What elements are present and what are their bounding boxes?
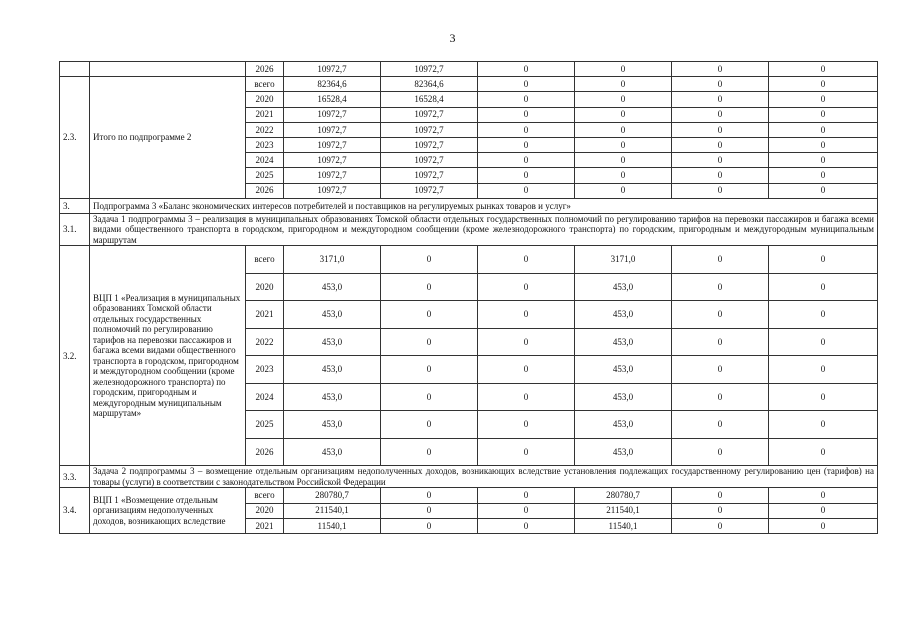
value-cell: 10972,7 bbox=[381, 168, 478, 183]
value-cell: 0 bbox=[769, 518, 878, 533]
row-name: Итого по подпрограмме 2 bbox=[90, 77, 246, 199]
value-cell: 0 bbox=[478, 153, 575, 168]
value-cell: 453,0 bbox=[575, 411, 672, 439]
value-cell: 0 bbox=[672, 122, 769, 137]
value-cell: 0 bbox=[769, 488, 878, 503]
year-cell: 2020 bbox=[246, 503, 284, 518]
value-cell: 0 bbox=[672, 383, 769, 411]
value-cell: 0 bbox=[478, 301, 575, 329]
value-cell: 453,0 bbox=[575, 301, 672, 329]
value-cell: 0 bbox=[672, 153, 769, 168]
value-cell: 0 bbox=[575, 62, 672, 77]
year-cell: 2024 bbox=[246, 383, 284, 411]
value-cell: 10972,7 bbox=[381, 107, 478, 122]
value-cell: 0 bbox=[672, 107, 769, 122]
value-cell: 453,0 bbox=[575, 328, 672, 356]
value-cell: 0 bbox=[769, 503, 878, 518]
value-cell: 0 bbox=[672, 488, 769, 503]
value-cell: 0 bbox=[672, 328, 769, 356]
section-index: 3.1. bbox=[60, 213, 90, 246]
value-cell: 453,0 bbox=[284, 301, 381, 329]
value-cell: 453,0 bbox=[284, 273, 381, 301]
value-cell: 0 bbox=[478, 356, 575, 384]
section-text: Подпрограмма 3 «Баланс экономических интересов потребителей и поставщиков на регулируемых рынках товаров и услуг» bbox=[90, 198, 878, 213]
value-cell: 0 bbox=[769, 383, 878, 411]
value-cell: 0 bbox=[769, 183, 878, 198]
section-index: 3. bbox=[60, 198, 90, 213]
value-cell: 0 bbox=[672, 246, 769, 274]
value-cell: 0 bbox=[769, 122, 878, 137]
value-cell: 10972,7 bbox=[284, 107, 381, 122]
value-cell: 10972,7 bbox=[381, 62, 478, 77]
value-cell: 211540,1 bbox=[575, 503, 672, 518]
value-cell: 280780,7 bbox=[575, 488, 672, 503]
value-cell: 0 bbox=[478, 122, 575, 137]
table-row bbox=[60, 62, 878, 77]
value-cell: 0 bbox=[478, 137, 575, 152]
value-cell: 0 bbox=[478, 107, 575, 122]
year-cell: 2025 bbox=[246, 168, 284, 183]
section-row bbox=[60, 198, 878, 213]
value-cell: 453,0 bbox=[575, 383, 672, 411]
value-cell: 453,0 bbox=[575, 438, 672, 466]
value-cell: 0 bbox=[381, 273, 478, 301]
value-cell: 0 bbox=[381, 518, 478, 533]
year-cell: 2026 bbox=[246, 62, 284, 77]
value-cell: 0 bbox=[575, 153, 672, 168]
value-cell: 0 bbox=[381, 356, 478, 384]
value-cell: 0 bbox=[478, 503, 575, 518]
value-cell: 0 bbox=[672, 411, 769, 439]
budget-table bbox=[59, 61, 878, 534]
value-cell: 453,0 bbox=[284, 411, 381, 439]
value-cell: 0 bbox=[769, 168, 878, 183]
value-cell: 0 bbox=[575, 183, 672, 198]
value-cell: 0 bbox=[672, 77, 769, 92]
table-row bbox=[60, 246, 878, 274]
value-cell: 0 bbox=[672, 356, 769, 384]
value-cell: 0 bbox=[381, 246, 478, 274]
value-cell: 0 bbox=[672, 62, 769, 77]
value-cell: 11540,1 bbox=[575, 518, 672, 533]
value-cell: 453,0 bbox=[284, 356, 381, 384]
value-cell: 82364,6 bbox=[284, 77, 381, 92]
section-row bbox=[60, 466, 878, 488]
year-cell: 2022 bbox=[246, 328, 284, 356]
value-cell: 0 bbox=[478, 328, 575, 356]
year-cell: 2025 bbox=[246, 411, 284, 439]
value-cell: 0 bbox=[381, 328, 478, 356]
value-cell: 0 bbox=[381, 411, 478, 439]
value-cell: 0 bbox=[478, 92, 575, 107]
value-cell: 0 bbox=[769, 301, 878, 329]
value-cell: 453,0 bbox=[284, 438, 381, 466]
value-cell: 3171,0 bbox=[575, 246, 672, 274]
year-cell: всего bbox=[246, 488, 284, 503]
year-cell: 2022 bbox=[246, 122, 284, 137]
value-cell: 0 bbox=[575, 122, 672, 137]
value-cell: 0 bbox=[769, 328, 878, 356]
value-cell: 0 bbox=[672, 518, 769, 533]
value-cell: 0 bbox=[672, 438, 769, 466]
value-cell: 0 bbox=[769, 438, 878, 466]
value-cell: 0 bbox=[769, 77, 878, 92]
year-cell: 2023 bbox=[246, 356, 284, 384]
value-cell: 0 bbox=[672, 92, 769, 107]
year-cell: всего bbox=[246, 77, 284, 92]
section-text: Задача 2 подпрограммы 3 – возмещение отдельным организациям недополученных доходов, возникающих вследствие установления подлежащих государственному регулированию цен (тарифов) на товары (услуги) в соответствии с законодательством Российской Федерации bbox=[90, 466, 878, 488]
value-cell: 0 bbox=[478, 518, 575, 533]
section-index: 3.3. bbox=[60, 466, 90, 488]
value-cell: 0 bbox=[575, 77, 672, 92]
value-cell: 280780,7 bbox=[284, 488, 381, 503]
value-cell: 0 bbox=[478, 488, 575, 503]
year-cell: 2020 bbox=[246, 273, 284, 301]
value-cell: 0 bbox=[478, 438, 575, 466]
value-cell: 0 bbox=[769, 273, 878, 301]
value-cell: 0 bbox=[672, 183, 769, 198]
value-cell: 0 bbox=[672, 273, 769, 301]
value-cell: 0 bbox=[769, 356, 878, 384]
row-index bbox=[60, 62, 90, 77]
value-cell: 0 bbox=[769, 137, 878, 152]
value-cell: 16528,4 bbox=[284, 92, 381, 107]
table-row bbox=[60, 77, 878, 92]
value-cell: 0 bbox=[478, 383, 575, 411]
value-cell: 0 bbox=[769, 246, 878, 274]
row-index: 3.2. bbox=[60, 246, 90, 466]
value-cell: 453,0 bbox=[284, 328, 381, 356]
value-cell: 0 bbox=[478, 168, 575, 183]
value-cell: 0 bbox=[381, 301, 478, 329]
page-number: 3 bbox=[449, 31, 456, 45]
year-cell: 2021 bbox=[246, 301, 284, 329]
value-cell: 0 bbox=[575, 107, 672, 122]
value-cell: 0 bbox=[672, 301, 769, 329]
value-cell: 0 bbox=[478, 62, 575, 77]
value-cell: 10972,7 bbox=[284, 183, 381, 198]
value-cell: 0 bbox=[381, 438, 478, 466]
value-cell: 0 bbox=[769, 107, 878, 122]
value-cell: 0 bbox=[381, 383, 478, 411]
value-cell: 82364,6 bbox=[381, 77, 478, 92]
value-cell: 0 bbox=[478, 411, 575, 439]
value-cell: 0 bbox=[672, 168, 769, 183]
row-name: ВЦП 1 «Реализация в муниципальных образованиях Томской области отдельных государственных полномочий по регулированию тарифов на перевозки пассажиров и багажа всеми видами общественного транспорта в городском, пригородном и междугородном сообщении (кроме железнодорожного транспорта) по городским, пригородным и междугородным муниципальным маршрутам» bbox=[90, 246, 246, 466]
value-cell: 453,0 bbox=[284, 383, 381, 411]
table-body bbox=[60, 62, 878, 534]
value-cell: 10972,7 bbox=[284, 153, 381, 168]
value-cell: 0 bbox=[478, 183, 575, 198]
year-cell: 2020 bbox=[246, 92, 284, 107]
value-cell: 0 bbox=[575, 168, 672, 183]
value-cell: 10972,7 bbox=[381, 183, 478, 198]
year-cell: 2021 bbox=[246, 107, 284, 122]
row-name: ВЦП 1 «Возмещение отдельным организациям недополученных доходов, возникающих вследствие bbox=[90, 488, 246, 534]
value-cell: 10972,7 bbox=[284, 122, 381, 137]
row-index: 3.4. bbox=[60, 488, 90, 534]
row-index: 2.3. bbox=[60, 77, 90, 199]
value-cell: 0 bbox=[478, 273, 575, 301]
value-cell: 16528,4 bbox=[381, 92, 478, 107]
value-cell: 0 bbox=[575, 92, 672, 107]
value-cell: 453,0 bbox=[575, 356, 672, 384]
section-text: Задача 1 подпрограммы 3 – реализация в муниципальных образованиях Томской области отдельных государственных полномочий по регулированию тарифов на перевозки пассажиров и багажа всеми видами общественного транспорта в городском, пригородном и междугородном сообщении (кроме железнодорожного транспорта) по городским, пригородным и междугородным муниципальным маршрутам bbox=[90, 213, 878, 246]
year-cell: 2026 bbox=[246, 183, 284, 198]
value-cell: 0 bbox=[769, 153, 878, 168]
value-cell: 10972,7 bbox=[381, 137, 478, 152]
row-name bbox=[90, 62, 246, 77]
value-cell: 0 bbox=[769, 62, 878, 77]
value-cell: 0 bbox=[769, 92, 878, 107]
value-cell: 0 bbox=[769, 411, 878, 439]
value-cell: 0 bbox=[381, 503, 478, 518]
year-cell: 2023 bbox=[246, 137, 284, 152]
year-cell: 2026 bbox=[246, 438, 284, 466]
value-cell: 0 bbox=[575, 137, 672, 152]
value-cell: 10972,7 bbox=[284, 137, 381, 152]
value-cell: 11540,1 bbox=[284, 518, 381, 533]
value-cell: 10972,7 bbox=[284, 168, 381, 183]
value-cell: 453,0 bbox=[575, 273, 672, 301]
value-cell: 10972,7 bbox=[381, 122, 478, 137]
value-cell: 0 bbox=[478, 246, 575, 274]
value-cell: 10972,7 bbox=[284, 62, 381, 77]
value-cell: 0 bbox=[672, 503, 769, 518]
value-cell: 0 bbox=[478, 77, 575, 92]
value-cell: 3171,0 bbox=[284, 246, 381, 274]
value-cell: 10972,7 bbox=[381, 153, 478, 168]
value-cell: 0 bbox=[381, 488, 478, 503]
year-cell: 2021 bbox=[246, 518, 284, 533]
value-cell: 0 bbox=[672, 137, 769, 152]
year-cell: всего bbox=[246, 246, 284, 274]
value-cell: 211540,1 bbox=[284, 503, 381, 518]
year-cell: 2024 bbox=[246, 153, 284, 168]
section-row bbox=[60, 213, 878, 246]
table-row bbox=[60, 488, 878, 503]
